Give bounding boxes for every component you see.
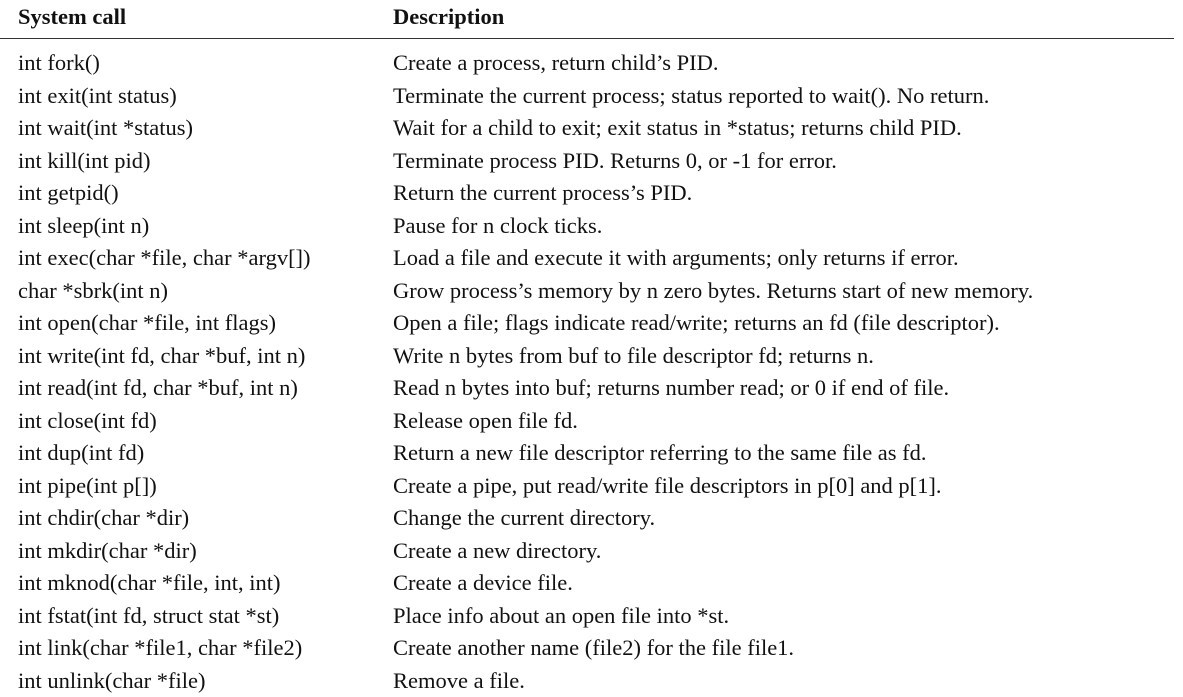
table-row xyxy=(0,177,1174,210)
system-call-signature: int chdir(char *dir) xyxy=(18,502,189,534)
system-call-description: Pause for n clock ticks. xyxy=(393,210,602,242)
system-call-signature: int open(char *file, int flags) xyxy=(18,307,276,339)
system-call-signature: int exit(int status) xyxy=(18,80,177,112)
system-call-description: Read n bytes into buf; returns number read; or 0 if end of file. xyxy=(393,372,949,404)
system-call-signature: int kill(int pid) xyxy=(18,145,151,177)
table-row xyxy=(0,437,1174,470)
table-row xyxy=(0,600,1174,633)
system-call-signature: int read(int fd, char *buf, int n) xyxy=(18,372,298,404)
system-call-description: Write n bytes from buf to file descriptor fd; returns n. xyxy=(393,340,874,372)
system-call-signature: int mknod(char *file, int, int) xyxy=(18,567,280,599)
table-row xyxy=(0,470,1174,503)
system-call-signature: int unlink(char *file) xyxy=(18,665,205,697)
system-call-signature: int close(int fd) xyxy=(18,405,157,437)
table-row xyxy=(0,405,1174,438)
system-call-description: Open a file; flags indicate read/write; returns an fd (file descriptor). xyxy=(393,307,1000,339)
system-call-signature: int fstat(int fd, struct stat *st) xyxy=(18,600,279,632)
table-body xyxy=(0,39,1174,697)
table-row xyxy=(0,535,1174,568)
table-row xyxy=(0,47,1174,80)
system-call-description: Load a file and execute it with arguments; only returns if error. xyxy=(393,242,959,274)
system-call-signature: int dup(int fd) xyxy=(18,437,144,469)
table-row xyxy=(0,275,1174,308)
system-call-description: Remove a file. xyxy=(393,665,525,697)
system-call-description: Release open file fd. xyxy=(393,405,578,437)
table-row xyxy=(0,242,1174,275)
table-row xyxy=(0,307,1174,340)
table-row xyxy=(0,372,1174,405)
table-row xyxy=(0,80,1174,113)
system-call-signature: char *sbrk(int n) xyxy=(18,275,168,307)
system-call-description: Wait for a child to exit; exit status in *status; returns child PID. xyxy=(393,112,962,144)
system-call-description: Create a pipe, put read/write file descriptors in p[0] and p[1]. xyxy=(393,470,942,502)
system-call-description: Create a process, return child’s PID. xyxy=(393,47,719,79)
table-row xyxy=(0,145,1174,178)
system-call-description: Return a new file descriptor referring to the same file as fd. xyxy=(393,437,927,469)
system-call-signature: int pipe(int p[]) xyxy=(18,470,157,502)
system-call-signature: int sleep(int n) xyxy=(18,210,149,242)
system-call-description: Create another name (file2) for the file file1. xyxy=(393,632,794,664)
system-call-description: Create a device file. xyxy=(393,567,573,599)
table-row xyxy=(0,112,1174,145)
system-call-signature: int fork() xyxy=(18,47,100,79)
table-row xyxy=(0,502,1174,535)
table-row xyxy=(0,632,1174,665)
system-call-description: Return the current process’s PID. xyxy=(393,177,692,209)
system-call-signature: int link(char *file1, char *file2) xyxy=(18,632,302,664)
table-header xyxy=(0,0,1174,39)
system-call-signature: int mkdir(char *dir) xyxy=(18,535,197,567)
header-description: Description xyxy=(393,2,504,32)
table-row xyxy=(0,567,1174,600)
table-row xyxy=(0,210,1174,243)
system-call-signature: int wait(int *status) xyxy=(18,112,193,144)
system-call-description: Terminate the current process; status reported to wait(). No return. xyxy=(393,80,989,112)
system-call-signature: int write(int fd, char *buf, int n) xyxy=(18,340,305,372)
system-call-description: Grow process’s memory by n zero bytes. Returns start of new memory. xyxy=(393,275,1033,307)
header-system-call: System call xyxy=(18,2,126,32)
system-call-description: Place info about an open file into *st. xyxy=(393,600,729,632)
system-call-signature: int getpid() xyxy=(18,177,119,209)
table-row xyxy=(0,340,1174,373)
system-call-description: Terminate process PID. Returns 0, or -1 for error. xyxy=(393,145,837,177)
system-call-signature: int exec(char *file, char *argv[]) xyxy=(18,242,311,274)
system-call-description: Create a new directory. xyxy=(393,535,601,567)
table-row xyxy=(0,665,1174,697)
system-call-description: Change the current directory. xyxy=(393,502,655,534)
